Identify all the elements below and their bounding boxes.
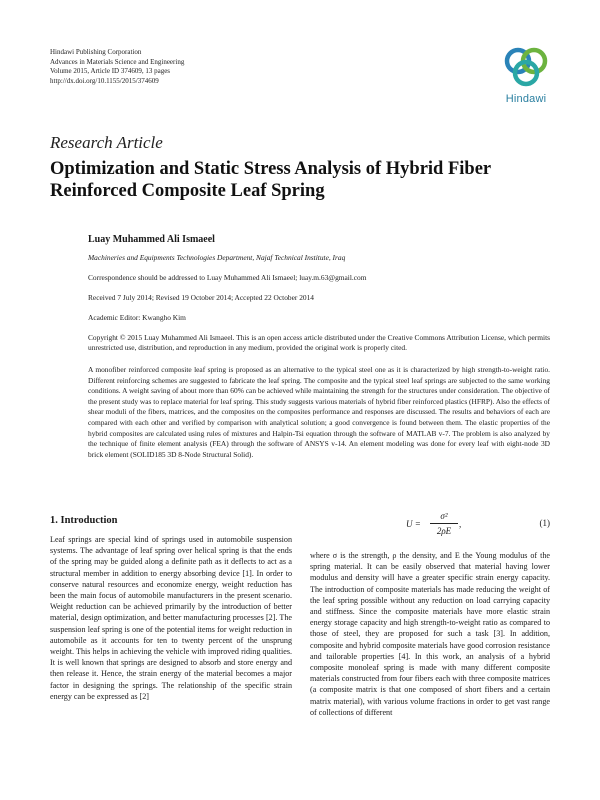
fraction-bar [430, 523, 458, 524]
title-line-1: Optimization and Static Stress Analysis of Hybrid Fiber [50, 159, 492, 179]
article-type: Research Article [50, 133, 163, 152]
equation-label: (1) [539, 518, 550, 528]
equation-comma: , [459, 519, 462, 529]
author-name: Luay Muhammed Ali Ismaeel [88, 234, 215, 245]
correspondence: Correspondence should be addressed to Luay Muhammed Ali Ismaeel; luay.m.63@gmail.com [88, 273, 367, 282]
equation-1 [310, 510, 550, 544]
equation-denominator: 2ρE [436, 526, 452, 536]
journal-line: Advances in Materials Science and Engineering [50, 57, 185, 66]
abstract: A monofiber reinforced composite leaf spring is proposed as an alternative to the typical steel one as it is characterized by high strength-to-weight ratio. Different reinforcing schemes are suggested to fabricate the leaf spring. The composite and the typical steel leaf springs are subjected to the same working conditions. A weight saving of about more than 60% can be achieved while maintaining the strength for the structures under consideration. The objective of the present study was to replace material for leaf spring. This study suggests various materials of hybrid fiber reinforced plastics (HFRP). Also the effects of shear moduli of the fibers, matrices, and the composites on the composites performance and responses are discussed. The results and behaviors of each are compared with each other and verified by comparison with analytical solution; a good convergence is found between them. The elastic properties of the hybrid composites are calculated using rules of mixtures and Halpin-Tsi equation through the software of MATLAB v-7. The problem is also analyzed by the technique of finite element analysis (FEA) through the software of ANSYS v-14. An element modeling was done for every leaf with eight-node 3D brick element (SOLID185 3D 8-Node Structural Solid). [88, 365, 550, 459]
intro-right-column: where σ is the strength, ρ the density, and E the Young modulus of the spring material. It can be easily observed that material having lower modulus and density will have a greater specific strain energy capacity. The introduction of composite materials has made reducing the weight of the leaf spring possible without any reduction on load carrying capacity and stiffness. Since the composite materials have more elastic strain energy storage capacity and high strength-to-weight ratio as compared to those of steel, they are proposed for such a task [3]. In addition, composite and hybrid composite materials have good corrosion resistance and tailorable properties [4]. In this work, an analysis of a hybrid composite monoleaf spring is made with many different composite materials constructed from four fibers each with three composite matrices (a composite matrix is that one composed of short fibers and a certain matrix material), with various volume fractions in order to get vast range of collections of different [310, 551, 550, 717]
hindawi-wordmark: Hindawi [505, 93, 547, 105]
equation-numerator: σ² [440, 511, 448, 521]
publisher-line: Hindawi Publishing Corporation [50, 48, 142, 56]
intro-left-column: Leaf springs are special kind of springs used in automobile suspension systems. The advantage of leaf spring over helical spring is that the ends of the spring may be guided along a definite path as it deflects to act as a structural member in addition to energy absorbing device [1]. In order to conserve natural resources and economize energy, weight reduction has been the main focus of automobile manufacturers in the present scenario. Weight reduction can be achieved primarily by the introduction of better material, design optimization, and better manufacturing processes [2]. The suspension leaf spring is one of the potential items for weight reduction in automobile as it accounts for ten to twenty percent of the unsprung weight. This helps in achieving the vehicle with improved riding qualities. It is well known that springs are designed to absorb and store energy and then release it. Hence, the strain energy of the material becomes a major factor in designing the springs. The relationship of the specific strain energy can be expressed as [2] [50, 535, 292, 701]
academic-editor: Academic Editor: Kwangho Kim [88, 313, 186, 322]
volume-line: Volume 2015, Article ID 374609, 13 pages [50, 67, 171, 75]
doi-line[interactable]: http://dx.doi.org/10.1155/2015/374609 [50, 76, 159, 85]
section-title-introduction: 1. Introduction [50, 515, 118, 526]
equation-lhs: U = [406, 519, 421, 529]
copyright: Copyright © 2015 Luay Muhammed Ali Ismaeel. This is an open access article distributed under the Creative Commons Attribution License, which permits unrestricted use, distribution, and reproduction in any medium, provided the original work is properly cited. [88, 333, 550, 352]
hindawi-logo [498, 45, 554, 105]
hindawi-logo-icon [498, 45, 554, 89]
paper-title [50, 158, 570, 202]
journal-header [50, 48, 350, 86]
affiliation: Machineries and Equipments Technologies Department, Najaf Technical Institute, Iraq [88, 253, 346, 262]
title-line-2: Reinforced Composite Leaf Spring [50, 181, 325, 201]
dates: Received 7 July 2014; Revised 19 October 2014; Accepted 22 October 2014 [88, 293, 314, 302]
